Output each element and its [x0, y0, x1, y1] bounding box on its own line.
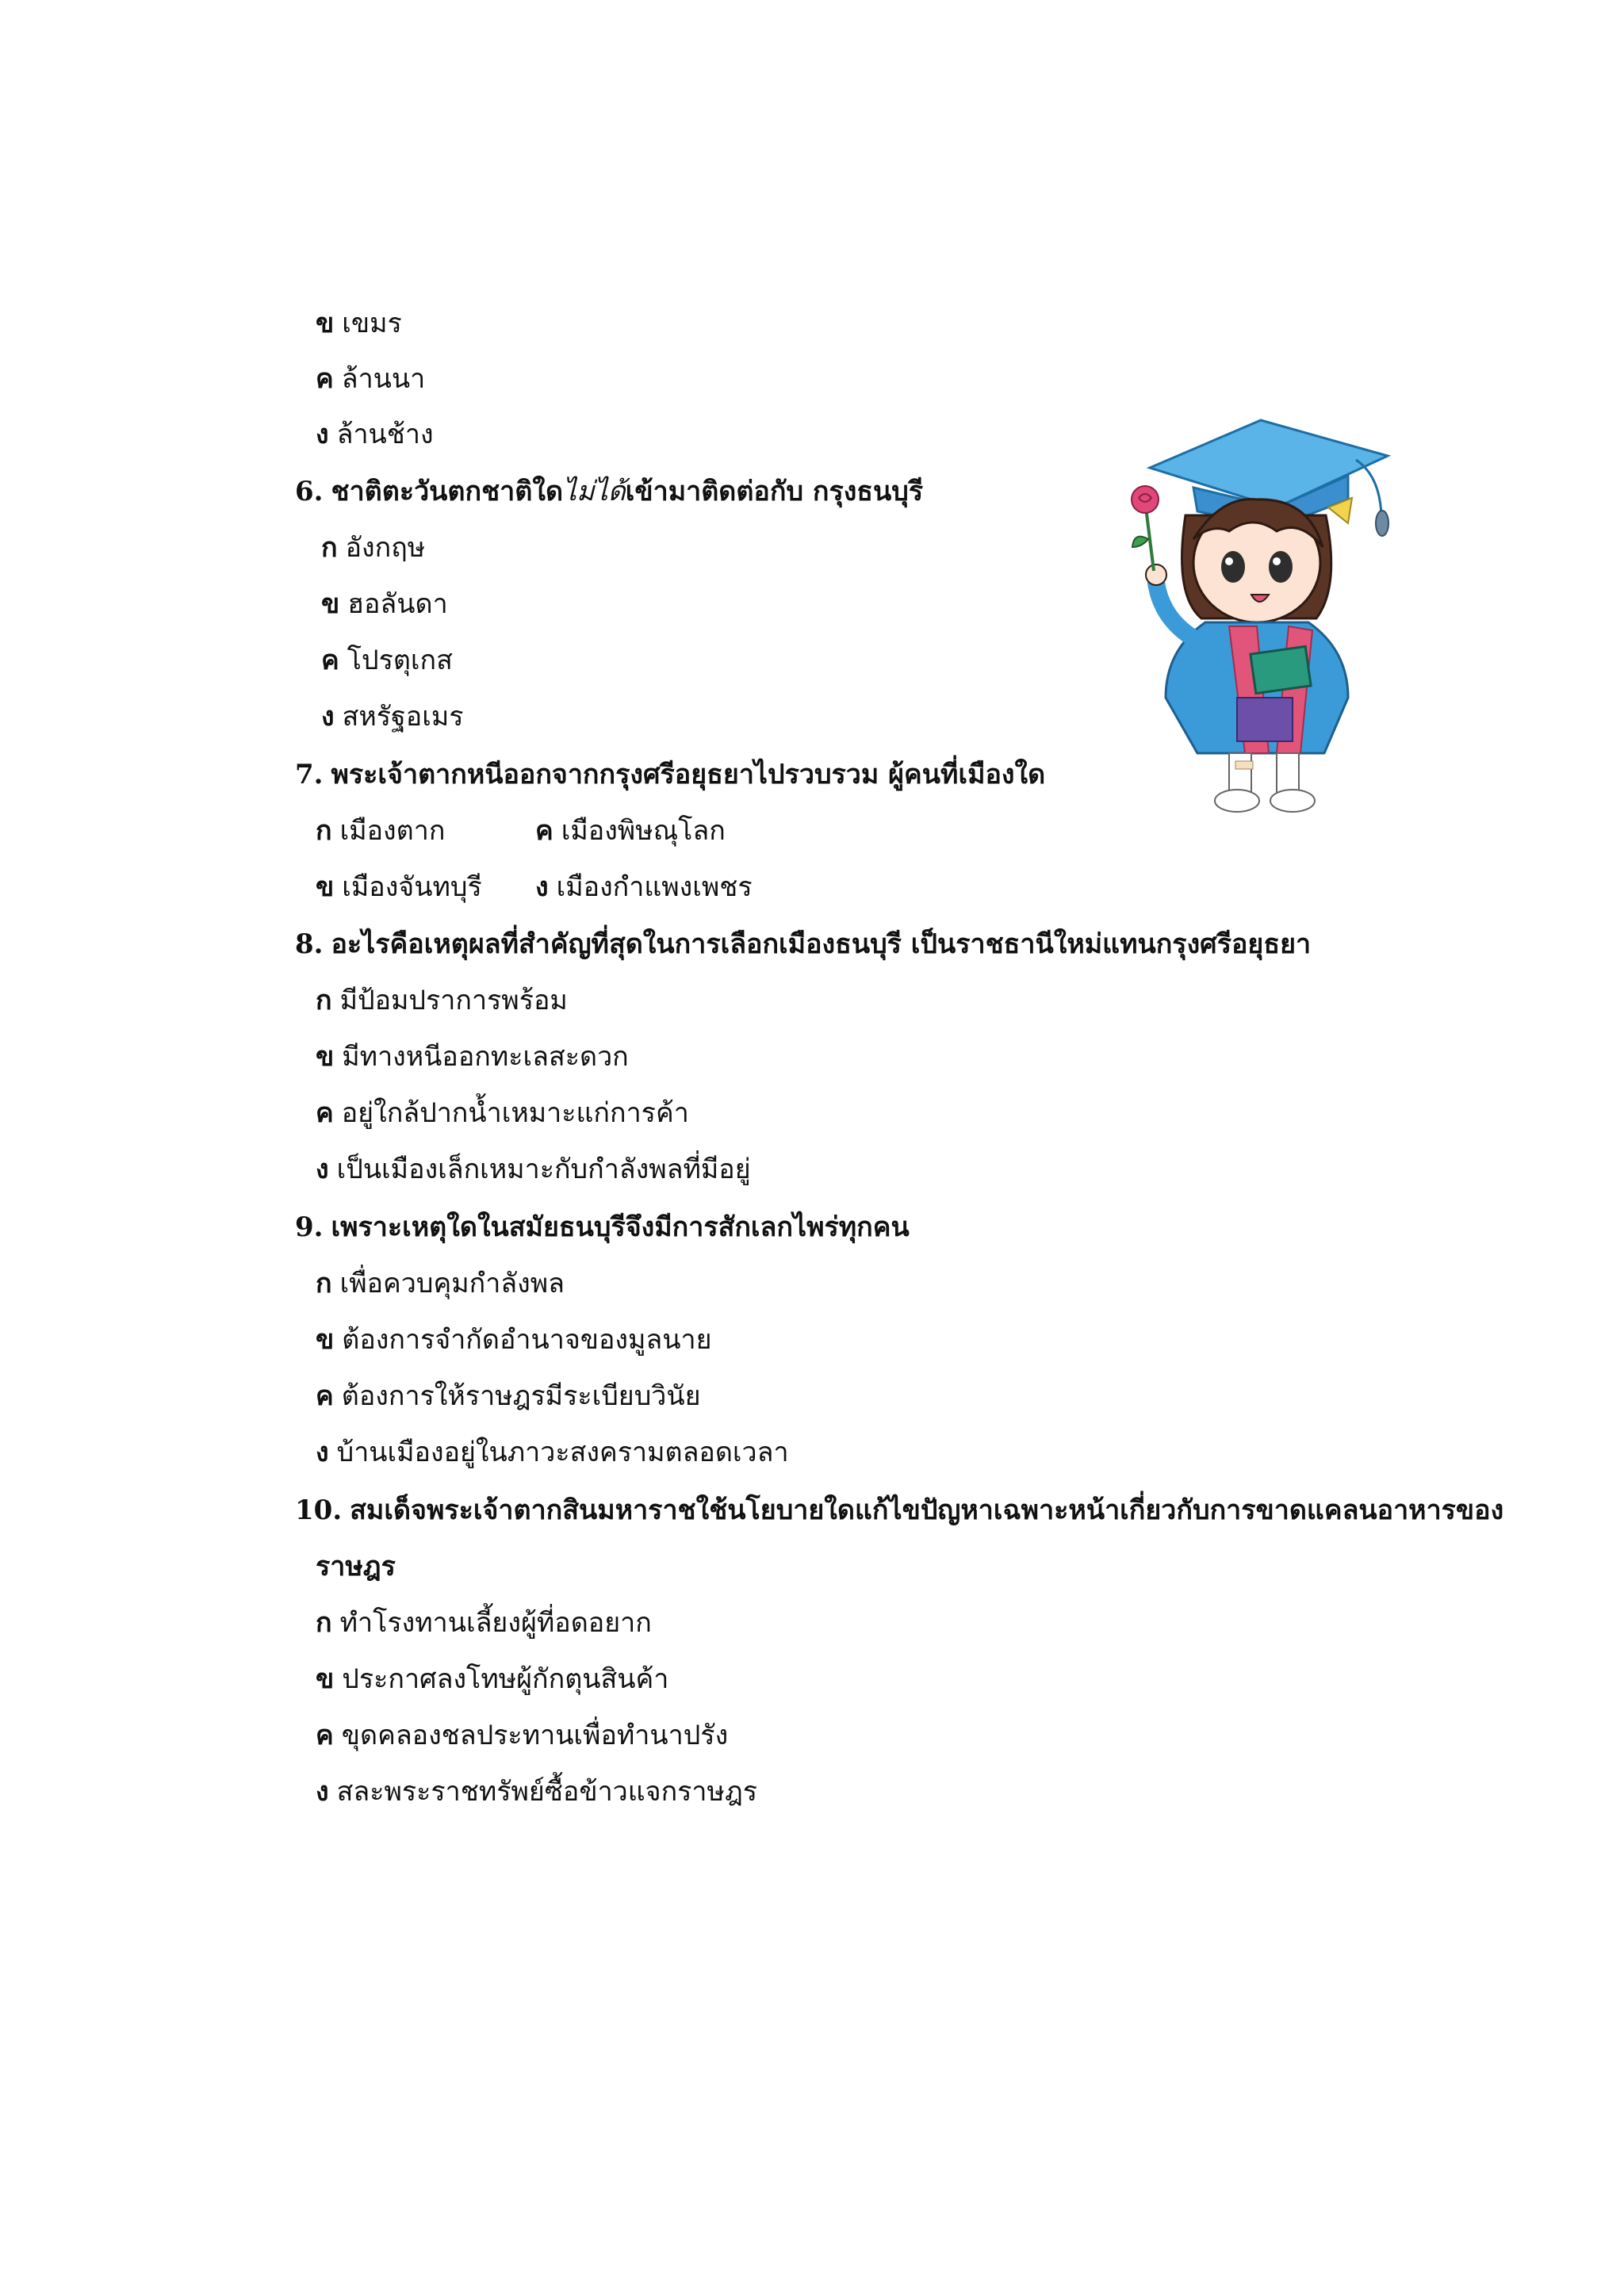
- question-10: [295, 1490, 1503, 1530]
- q9-option-ko: [316, 1264, 565, 1303]
- option-label: ข: [316, 1324, 335, 1356]
- question-number: 10.: [295, 1494, 343, 1526]
- q8-option-kho: [316, 1037, 629, 1077]
- question-text: พระเจ้าตากหนีออกจากกรุงศรีอยุธยาไปรวบรวม ผู้คนที่เมืองใด: [331, 759, 1046, 790]
- option-text: โปรตุเกส: [347, 645, 453, 676]
- q8-option-kho-khwai: [316, 1093, 689, 1133]
- q7-option-kho: [316, 867, 482, 907]
- option-text: เมืองกำแพงเพชร: [556, 871, 753, 903]
- option-text: เขมร: [342, 308, 402, 339]
- option-text: ขุดคลองชลประทานเพื่อทำนาปรัง: [341, 1720, 729, 1751]
- question-text: เพราะเหตุใดในสมัยธนบุรีจึงมีการสักเลกไพร่ทุกคน: [331, 1211, 910, 1243]
- q10-option-kho-khwai: [316, 1716, 728, 1755]
- q7-option-ngo: [535, 867, 753, 907]
- option-label: ค: [321, 645, 339, 676]
- q6-option-kho-khwai: [321, 641, 453, 680]
- option-text: เป็นเมืองเล็กเหมาะกับกำลังพลที่มีอยู่: [336, 1154, 751, 1185]
- option-label: ค: [535, 815, 553, 847]
- option-text: สละพระราชทรัพย์ซื้อข้าวแจกราษฎร: [336, 1776, 758, 1808]
- option-text: เมืองตาก: [339, 815, 446, 847]
- option-label: ข: [316, 1041, 335, 1073]
- graduate-girl-illustration: [1118, 412, 1419, 825]
- option-text: ต้องการจำกัดอำนาจของมูลนาย: [342, 1324, 712, 1356]
- question-number: 8.: [295, 928, 324, 960]
- option-text: บ้านเมืองอยู่ในภาวะสงครามตลอดเวลา: [336, 1437, 789, 1468]
- q6-option-ko: [321, 528, 425, 568]
- q10-option-ngo: [316, 1772, 757, 1812]
- q8-option-ko: [316, 981, 568, 1020]
- q5-option-ngo: [316, 415, 434, 454]
- option-text: ล้านนา: [341, 363, 426, 395]
- option-text: อังกฤษ: [345, 532, 426, 564]
- question-text: อะไรคือเหตุผลที่สำคัญที่สุดในการเลือกเมืองธนบุรี เป็นราชธานีใหม่แทนกรุงศรีอยุธยา: [331, 928, 1312, 960]
- option-text: ต้องการให้ราษฎรมีระเบียบวินัย: [341, 1380, 701, 1412]
- q9-option-kho: [316, 1320, 712, 1360]
- question-9: [295, 1207, 910, 1247]
- q6-option-kho: [321, 584, 448, 624]
- question-6: [295, 472, 923, 511]
- option-label: ก: [316, 985, 332, 1016]
- option-label: ก: [316, 1268, 332, 1299]
- option-text: ประกาศลงโทษผู้กักตุนสินค้า: [342, 1663, 669, 1695]
- question-number: 7.: [295, 759, 324, 790]
- option-label: ง: [535, 871, 549, 903]
- option-text: ล้านช้าง: [336, 419, 434, 450]
- option-text: มีป้อมปราการพร้อม: [339, 985, 568, 1016]
- q5-option-kho: [316, 304, 402, 343]
- q10-option-kho: [316, 1659, 668, 1699]
- option-label: ข: [316, 871, 335, 903]
- option-text: มีทางหนีออกทะเลสะดวก: [342, 1041, 629, 1073]
- question-8: [295, 924, 1311, 964]
- option-label: ก: [316, 1607, 332, 1639]
- option-text: ทำโรงทานเลี้ยงผู้ที่อดอยาก: [339, 1607, 652, 1639]
- q9-option-kho-khwai: [316, 1376, 701, 1416]
- question-text-post: เข้ามาติดต่อกับ กรุงธนบุรี: [625, 476, 924, 507]
- option-label: ก: [316, 815, 332, 847]
- q7-option-kho-khwai: [535, 811, 726, 851]
- question-text: ราษฎร: [316, 1551, 396, 1582]
- question-number: 9.: [295, 1211, 324, 1243]
- question-7: [295, 755, 1045, 794]
- q10-option-ko: [316, 1603, 652, 1643]
- question-text: สมเด็จพระเจ้าตากสินมหาราชใช้นโยบายใดแก้ไขปัญหาเฉพาะหน้าเกี่ยวกับการขาดแคลนอาหารของ: [350, 1494, 1504, 1526]
- option-label: ค: [316, 1720, 334, 1751]
- option-label: ง: [316, 1776, 329, 1808]
- option-label: ง: [316, 419, 329, 450]
- option-label: ง: [321, 701, 335, 733]
- option-text: สหรัฐอเมร: [342, 701, 464, 733]
- option-label: ง: [316, 1437, 329, 1468]
- q6-option-ngo: [321, 697, 464, 737]
- question-number: 6.: [295, 476, 324, 507]
- question-text-pre: ชาติตะวันตกชาติใด: [331, 476, 564, 507]
- option-label: ค: [316, 1380, 334, 1412]
- q8-option-ngo: [316, 1150, 751, 1189]
- option-label: ค: [316, 363, 334, 395]
- option-label: ง: [316, 1154, 329, 1185]
- option-text: ฮอลันดา: [347, 588, 448, 620]
- question-text-emphasis: ไม่ได้: [563, 476, 626, 507]
- question-10-continued: [316, 1547, 396, 1586]
- option-text: เมืองจันทบุรี: [342, 871, 482, 903]
- option-text: เพื่อควบคุมกำลังพล: [339, 1268, 565, 1299]
- option-label: ค: [316, 1097, 334, 1129]
- option-text: เมืองพิษณุโลก: [561, 815, 726, 847]
- option-label: ข: [316, 1663, 335, 1695]
- option-label: ข: [316, 308, 335, 339]
- q5-option-kho-khwai: [316, 359, 425, 399]
- option-text: อยู่ใกล้ปากน้ำเหมาะแก่การค้า: [341, 1097, 689, 1129]
- q9-option-ngo: [316, 1433, 789, 1472]
- q7-option-ko: [316, 811, 445, 851]
- option-label: ก: [321, 532, 338, 564]
- option-label: ข: [321, 588, 340, 620]
